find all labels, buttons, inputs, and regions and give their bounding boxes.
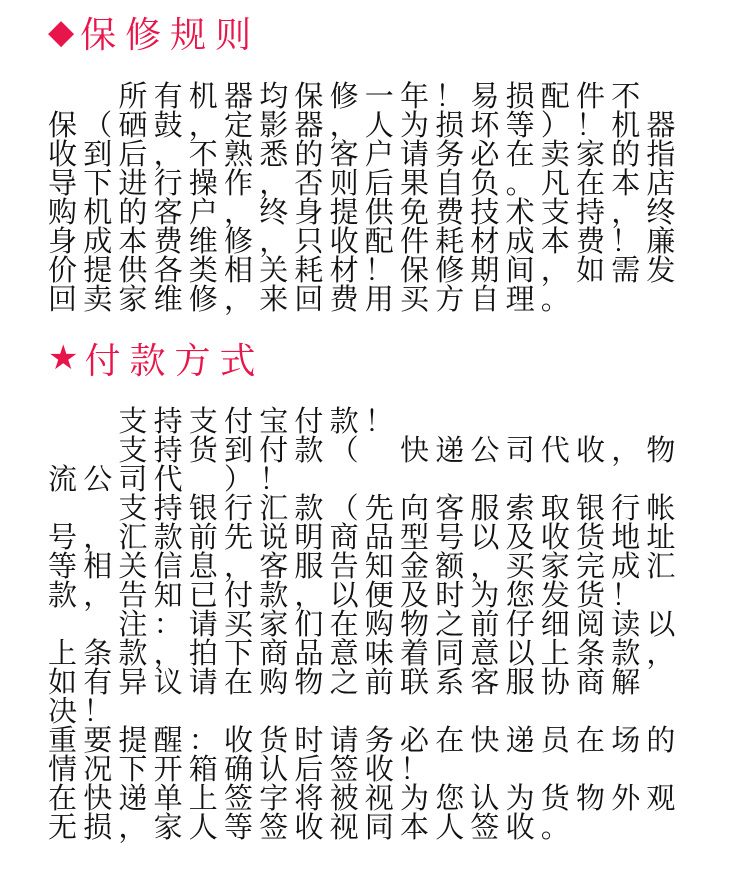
- payment-heading: [48, 336, 265, 380]
- payment-line: 等相关信息，客服告知金额，买家完成汇: [48, 549, 682, 583]
- payment-line: 情况下开箱确认后签收！: [48, 752, 436, 786]
- warranty-line: 价提供各类相关耗材！保修期间，如需发: [48, 253, 682, 287]
- warranty-heading: [48, 10, 260, 54]
- payment-line: 上条款，拍下商品意味着同意以上条款，: [48, 636, 682, 670]
- warranty-title: 保修规则: [80, 14, 261, 56]
- payment-title: 付款方式: [84, 340, 265, 382]
- warranty-paragraph: [48, 79, 708, 316]
- warranty-line: 购机的客户，终身提供免费技术支持，终: [48, 195, 682, 229]
- warranty-line: 导下进行操作，否则后果自负。凡在本店: [48, 166, 682, 200]
- payment-line: 款，告知已付款，以便及时为您发货！: [48, 578, 647, 612]
- payment-line: 支持银行汇款（先向客服索取银行帐: [48, 491, 682, 525]
- star-icon: ★: [48, 338, 79, 378]
- payment-line: 流公司代 ）！: [48, 462, 295, 496]
- warranty-line: 回卖家维修，来回费用买方自理。: [48, 282, 577, 316]
- payment-line: 如有异议请在购物之前联系客服协商解: [48, 665, 647, 699]
- warranty-line: 保（硒鼓，定影器，人为损坏等）！机器: [48, 108, 682, 142]
- diamond-icon: ◆: [48, 12, 75, 52]
- payment-paragraph: [48, 404, 708, 844]
- payment-line: 支持支付宝付款！: [48, 404, 401, 438]
- payment-line: 无损，家人等签收视同本人签收。: [48, 810, 577, 844]
- warranty-line: 收到后，不熟悉的客户请务必在卖家的指: [48, 137, 682, 171]
- warranty-line: 身成本费维修，只收配件耗材成本费！廉: [48, 224, 682, 258]
- payment-line: 决！: [48, 694, 119, 728]
- payment-line: 重要提醒：收货时请务必在快递员在场的: [48, 723, 682, 757]
- payment-line: 号，汇款前先说明商品型号以及收货地址: [48, 520, 682, 554]
- payment-line: 在快递单上签字将被视为您认为货物外观: [48, 781, 682, 815]
- payment-line: 注：请买家们在购物之前仔细阅读以: [48, 607, 682, 641]
- payment-line: 支持货到付款（ 快递公司代收，物: [48, 433, 682, 467]
- warranty-line: 所有机器均保修一年！易损配件不: [48, 79, 647, 113]
